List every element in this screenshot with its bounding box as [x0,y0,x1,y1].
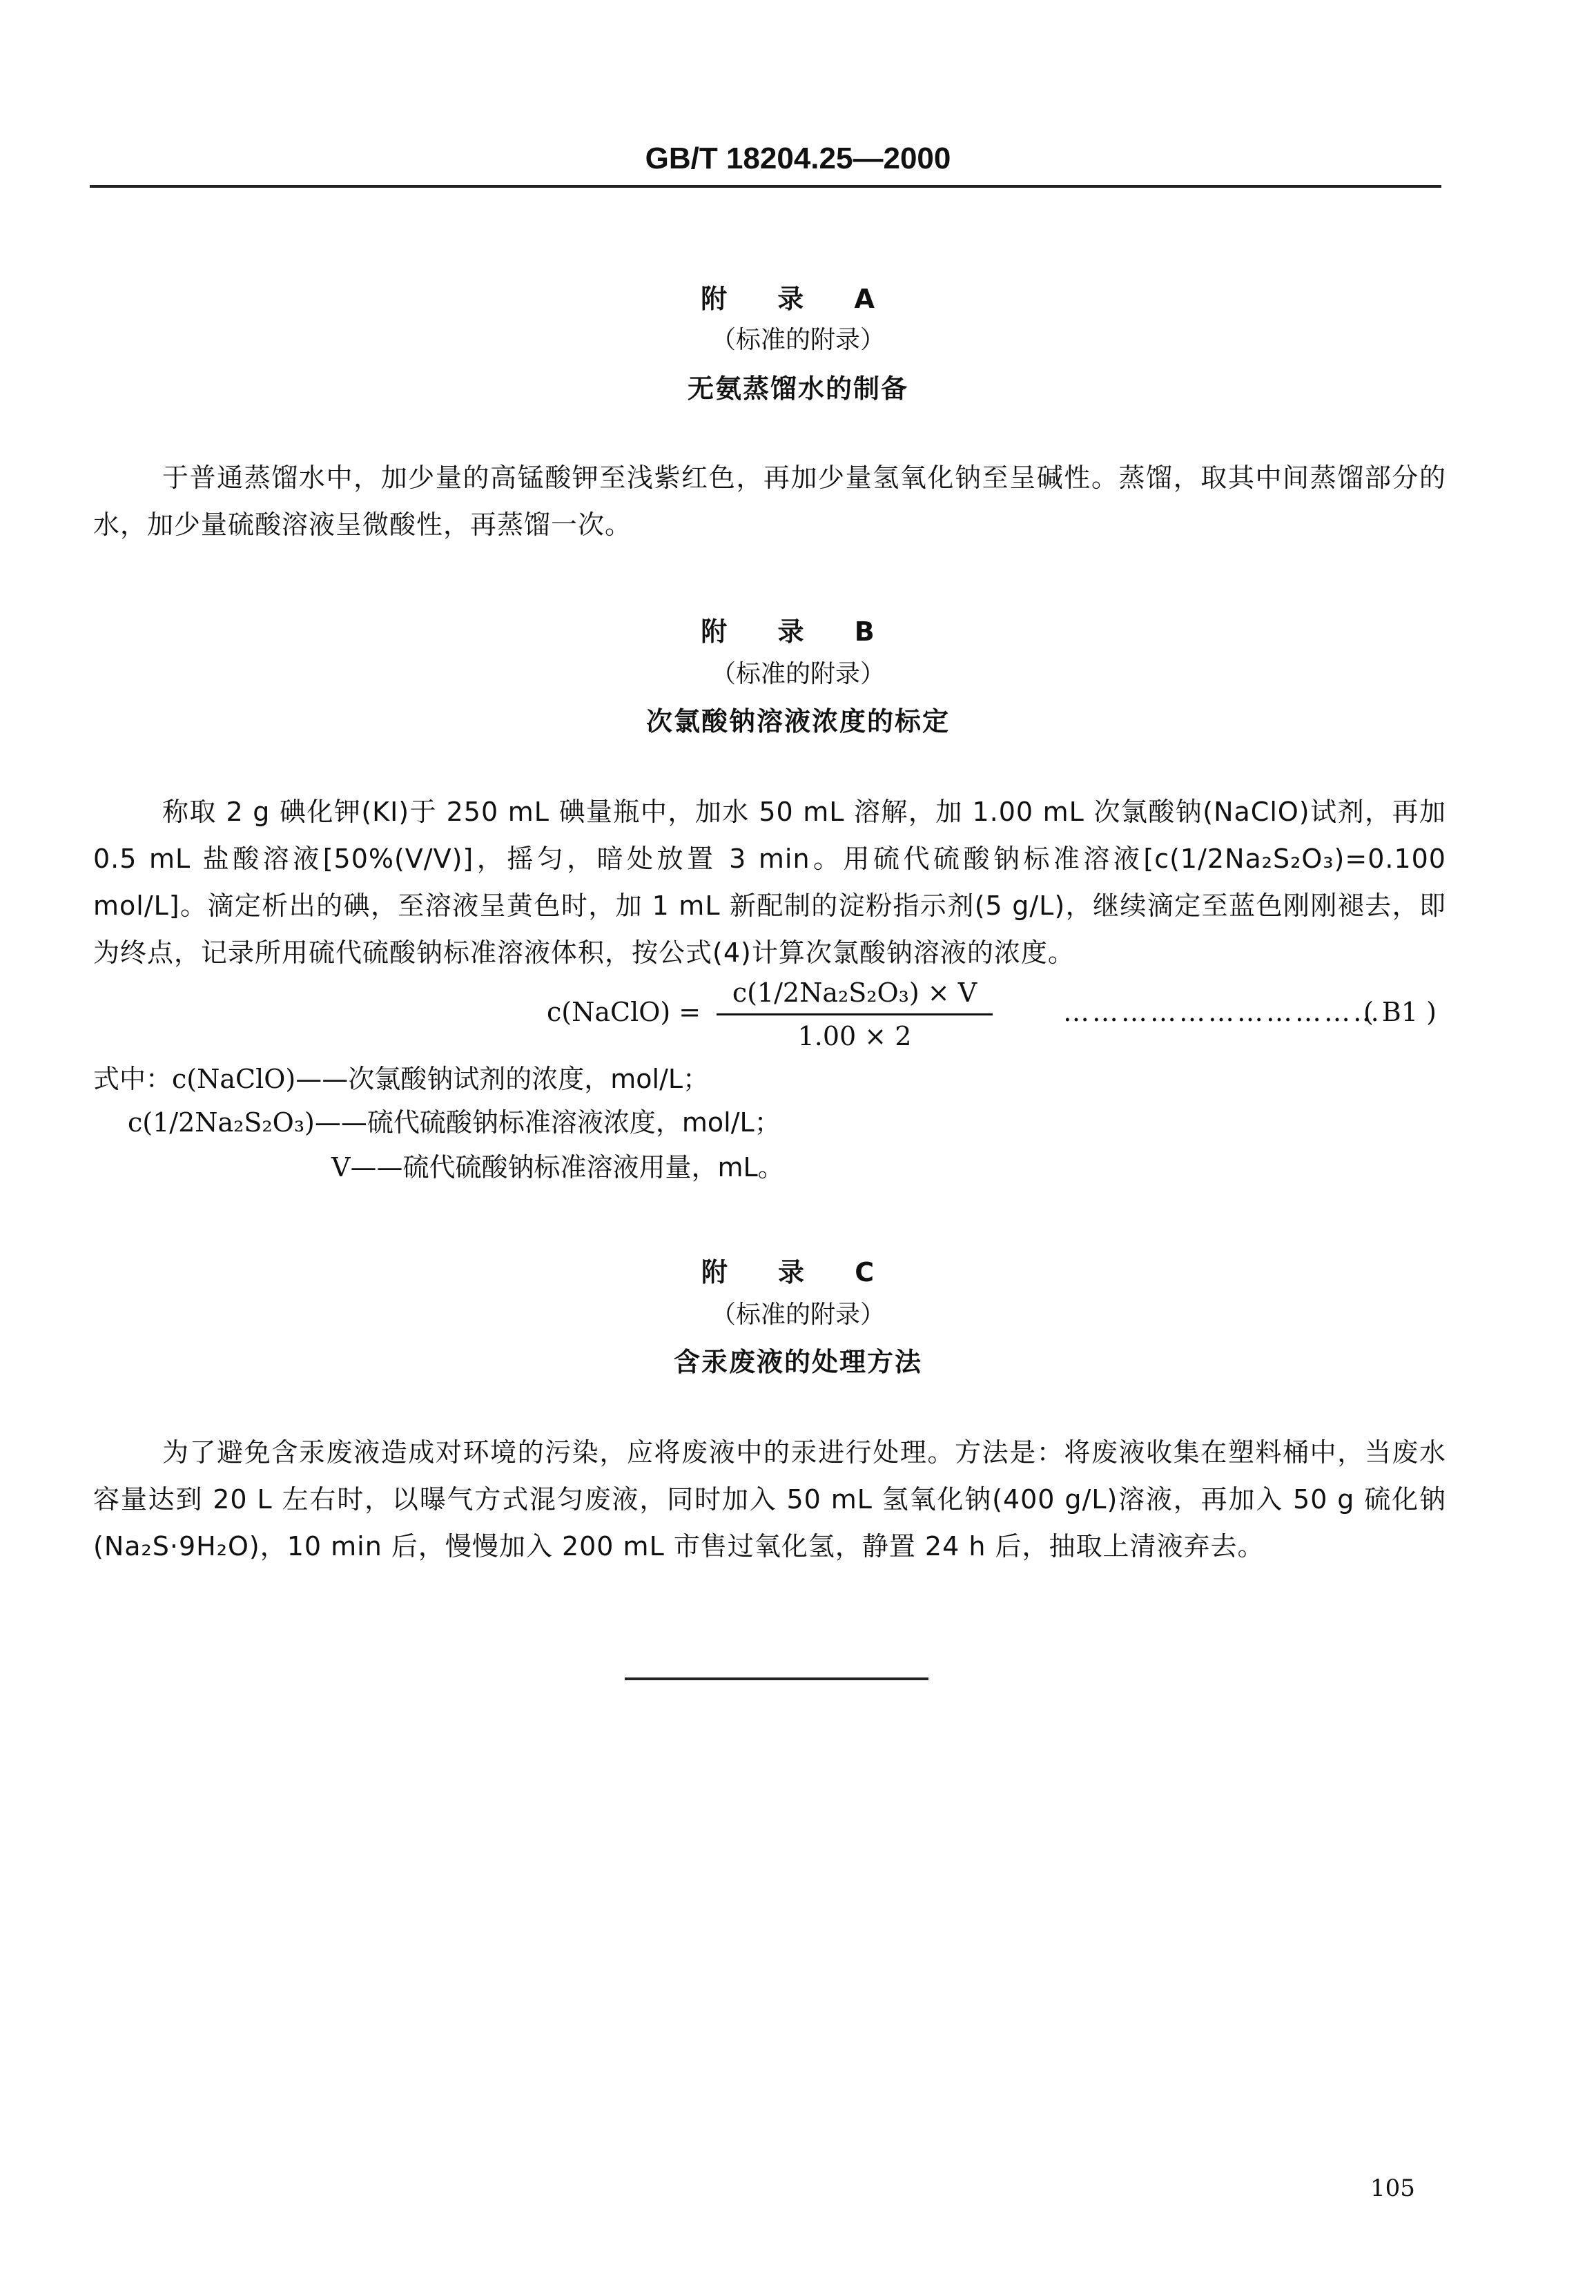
formula-lhs: c(NaClO) = [547,997,701,1027]
appendix-a-body: 于普通蒸馏水中，加少量的高锰酸钾至浅紫红色，再加少量氢氧化钠至呈碱性。蒸馏，取其中间蒸馏部分的水，加少量硫酸溶液呈微酸性，再蒸馏一次。 [93,463,1446,540]
where-line [128,1101,781,1139]
where-line [331,1146,784,1184]
where-prefix: 式中： [93,1064,173,1094]
formula-fraction [717,975,993,1054]
appendix-c-name: 含汞废液的处理方法 [673,1347,922,1377]
appendix-a-subtitle: （标准的附录） [710,326,885,354]
fraction-bar [717,1013,993,1015]
end-rule [625,1677,928,1680]
formula-leader-dots: …………………………… [1063,997,1382,1027]
where-symbol: c(1/2Na₂S₂O₃) [128,1107,315,1138]
formula-denominator: 1.00 × 2 [797,1021,912,1051]
where-description: ——次氯酸钠试剂的浓度，mol/L； [295,1064,710,1094]
formula-b1 [0,975,1596,1051]
where-description: ——硫代硫酸钠标准溶液用量，mL。 [350,1152,784,1183]
appendix-b-body: 称取 2 g 碘化钾(KI)于 250 mL 碘量瓶中，加水 50 mL 溶解，加 1.00 mL 次氯酸钠(NaClO)试剂，再加 0.5 mL 盐酸溶液[50%(V/V)]，摇匀，暗处放置 3 min。用硫代硫酸钠标准溶液[c(1/2Na₂S₂O₃)=0.100 mol/L]。滴定析出的碘，至溶液呈黄色时，加 1 mL 新配制的淀粉指示剂(5 g/L)，继续滴定至蓝色刚刚褪去，即为终点，记录所用硫代硫酸钠标准溶液体积，按公式(4)计算次氯酸钠溶液的浓度。 [93,797,1446,968]
where-symbol: c(NaClO) [172,1064,296,1094]
appendix-b-name: 次氯酸钠溶液浓度的标定 [645,706,950,737]
appendix-c-subtitle: （标准的附录） [710,1301,885,1329]
where-symbol: V [331,1152,351,1183]
where-description: ——硫代硫酸钠标准溶液浓度，mol/L； [314,1107,781,1138]
formula-tag: ( B1 ) [1363,997,1437,1027]
appendix-a-title: 附 录 A [701,284,895,314]
appendix-c-body: 为了避免含汞废液造成对环境的污染，应将废液中的汞进行处理。方法是：将废液收集在塑料桶中，当废水容量达到 20 L 左右时，以曝气方式混匀废液，同时加入 50 mL 氢氧化钠(400 g/L)溶液，再加入 50 g 硫化钠(Na₂S·9H₂O)，10 min 后，慢慢加入 200 mL 市售过氧化氢，静置 24 h 后，抽取上清液弃去。 [93,1437,1446,1562]
appendix-b-title: 附 录 B [701,616,895,647]
formula-numerator: c(1/2Na₂S₂O₃) × V [732,977,977,1008]
standard-code-header: GB/T 18204.25—2000 [645,142,951,175]
where-line [93,1058,709,1096]
appendix-c-title: 附 录 C [701,1257,895,1287]
header-rule [90,185,1441,188]
page-number: 105 [1370,2175,1415,2202]
appendix-b-subtitle: （标准的附录） [710,660,885,688]
appendix-a-name: 无氨蒸馏水的制备 [687,373,908,404]
